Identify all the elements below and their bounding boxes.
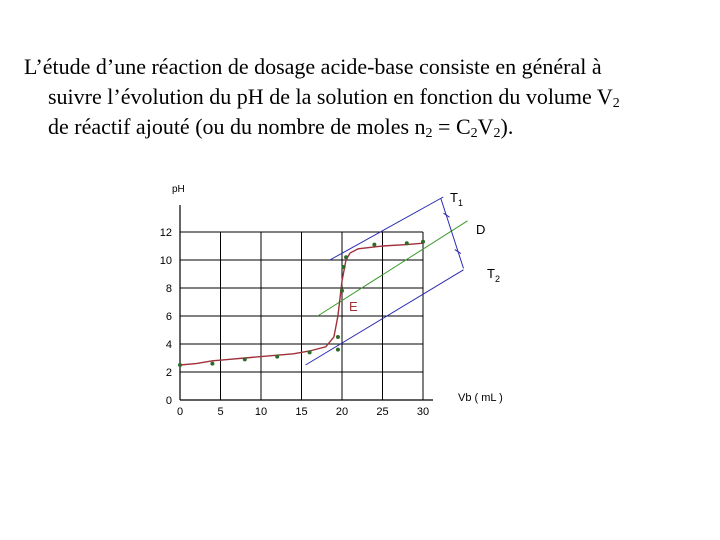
tangent-line-t2: [306, 270, 464, 365]
text-line-3-part-c: V: [477, 114, 494, 139]
text-line-3-sub-3: 2: [493, 126, 501, 141]
y-tick-label: 0: [165, 395, 172, 407]
x-axis-label: Vb ( mL ): [458, 392, 503, 404]
y-tick-label: 4: [165, 339, 172, 351]
text-line-2-subscript: 2: [612, 96, 620, 111]
chart-labels: [160, 184, 503, 418]
data-point: [421, 240, 425, 244]
axes: [180, 205, 433, 400]
y-tick-label: 12: [159, 227, 172, 239]
data-point: [372, 243, 376, 247]
label-d: D: [476, 222, 486, 237]
text-line-3-sub-2: 2: [470, 126, 478, 141]
y-axis-label: pH: [172, 184, 185, 195]
x-tick-label: 25: [376, 406, 389, 418]
y-tick-label: 8: [165, 283, 172, 295]
text-line-3-part-d: ).: [500, 114, 514, 139]
connector-line: [441, 198, 464, 268]
data-point: [336, 348, 340, 352]
text-line-3-part-a: de réactif ajouté (ou du nombre de moles n: [48, 114, 426, 139]
text-line-2: suivre l’évolution du pH de la solution en fonction du volume V: [48, 84, 613, 109]
text-line-3-sub-1: 2: [425, 126, 433, 141]
x-tick-label: 0: [176, 406, 184, 418]
data-point: [405, 241, 409, 245]
x-tick-label: 5: [217, 406, 224, 418]
data-point: [210, 362, 214, 366]
label-e: E: [349, 299, 358, 314]
equivalence-point: [340, 289, 344, 293]
data-point: [243, 357, 247, 361]
y-tick-label: 2: [165, 367, 172, 379]
label-t1: $T_1$: [450, 190, 463, 208]
data-point: [342, 265, 346, 269]
data-point: [336, 335, 340, 339]
y-tick-label: 10: [159, 255, 172, 267]
tangent-line-t1: [330, 197, 443, 260]
x-tick-label: 30: [416, 406, 430, 418]
data-point: [344, 255, 348, 259]
text-line-1: L’étude d’une réaction de dosage acide-base consiste en général à: [24, 54, 602, 79]
data-point: [178, 363, 182, 367]
text-line-3-part-b: = C: [432, 114, 471, 139]
x-tick-label: 20: [335, 406, 349, 418]
data-point: [308, 350, 312, 354]
tangent-lines: [306, 197, 468, 365]
y-tick-label: 6: [165, 311, 172, 323]
x-tick-label: 10: [254, 406, 268, 418]
x-tick-label: 15: [295, 406, 308, 418]
data-point: [275, 355, 279, 359]
label-t2: $T_2$: [487, 266, 500, 284]
